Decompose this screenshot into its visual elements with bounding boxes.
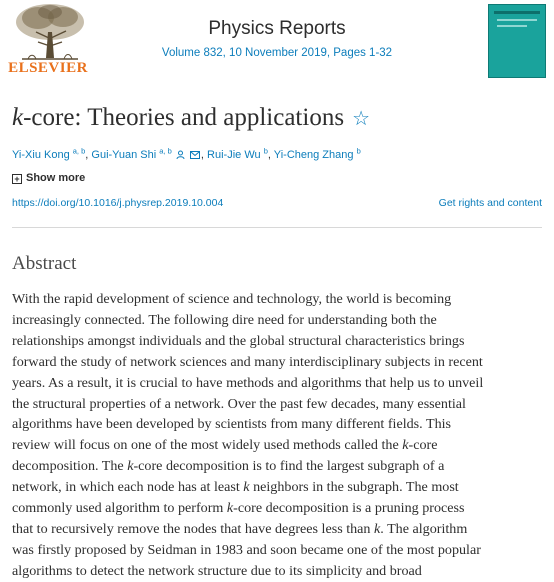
author-affiliation-sup[interactable]: a, b [72,146,86,156]
abstract-segment: -core decomposition is to find the largest subgraph of a [133,458,445,475]
show-more-label: Show more [26,172,86,184]
abstract-line [12,352,548,373]
author-link[interactable]: Rui-Jie Wu $^b$ [207,146,268,161]
author-list [12,146,361,161]
abstract-segment: was firstly proposed by Seidman in 1983 and soon became one of the most popular [12,541,481,558]
abstract-line [12,498,548,519]
author-separator: , [200,149,204,161]
person-icon[interactable] [176,150,185,159]
italic-k: k [402,437,409,454]
italic-k: k [127,458,134,475]
italic-k: k [243,479,250,496]
abstract-line [12,519,548,540]
show-more-toggle[interactable] [12,172,85,184]
abstract-line [12,394,548,415]
journal-title [0,18,554,40]
abstract-line [12,310,548,331]
abstract-line [12,331,548,352]
abstract-segment: forward the study of network sciences and many interdisciplinary subjects in recent [12,353,483,370]
abstract-line [12,561,548,582]
title-text: -core: Theories and applications [23,104,345,131]
abstract-line [12,435,548,456]
rights-link[interactable]: Get rights and content [438,197,542,209]
envelope-icon[interactable] [190,151,200,159]
abstract-segment: neighbors in the subgraph. The most [249,479,459,496]
abstract-segment: algorithms to detect the network structure due to its simplicity and broad [12,562,422,579]
abstract-line [12,456,548,477]
plus-box-icon: + [12,174,22,184]
abstract-segment: years. As a result, it is crucial to have methods and algorithms that help us to unveil [12,374,484,391]
abstract-segment: that to recursively remove the nodes that have degrees less than [12,520,375,537]
abstract-heading: Abstract [12,253,77,274]
abstract-line [12,414,548,435]
abstract-segment: algorithms have been developed by scientists from many different fields. This [12,416,452,433]
cover-line [497,19,537,21]
star-icon[interactable]: ☆ [352,108,370,130]
abstract-segment: -core [408,437,438,454]
abstract-segment: the structural properties of a network. Over the past few decades, many essential [12,395,466,412]
abstract-line [12,289,548,310]
abstract-segment: relationships amongst individuals and the global structural characteristics brings [12,332,465,349]
italic-k: k [374,520,381,537]
abstract-text [12,289,548,582]
author-separator: , [85,149,89,161]
title-italic-k: k [12,104,24,131]
cover-title-band [494,11,540,14]
abstract-segment: increasingly connected. The following dire need for understanding both the [12,311,437,328]
abstract-segment: decomposition. The [12,458,128,475]
abstract-segment: -core decomposition is a pruning process [233,500,465,517]
abstract-segment: network, in which each node has at least [12,479,244,496]
divider [12,227,542,228]
abstract-segment: . The algorithm [380,520,468,537]
author-link[interactable]: Yi-Cheng Zhang $^b$ [273,146,361,161]
cover-line [497,25,527,27]
abstract-line [12,373,548,394]
elsevier-wordmark: ELSEVIER [8,60,88,76]
abstract-segment: commonly used algorithm to perform [12,500,227,517]
italic-k: k [226,500,234,517]
abstract-segment: With the rapid development of science and technology, the world is becoming [12,291,452,307]
author-link[interactable]: Gui-Yuan Shi $^{a, b}$ [91,146,172,161]
author-affiliation-sup[interactable]: b [356,146,361,156]
author-affiliation-sup[interactable]: a, b [159,146,172,156]
abstract-segment: review will focus on one of the most widely used methods called the [12,437,403,454]
abstract-line [12,477,548,498]
issue-info-link[interactable]: Volume 832, 10 November 2019, Pages 1-32 [161,47,393,59]
journal-title-link[interactable]: Physics Reports [208,18,346,39]
article-title [12,104,370,132]
author-link[interactable]: Yi-Xiu Kong $^{a, b}$ [12,146,86,161]
journal-cover[interactable] [488,4,546,78]
author-separator: , [267,149,271,161]
doi-link[interactable]: https://doi.org/10.1016/j.physrep.2019.10.004 [12,197,224,209]
author-affiliation-sup[interactable]: b [263,146,268,156]
journal-header [0,0,554,88]
abstract-line [12,540,548,561]
